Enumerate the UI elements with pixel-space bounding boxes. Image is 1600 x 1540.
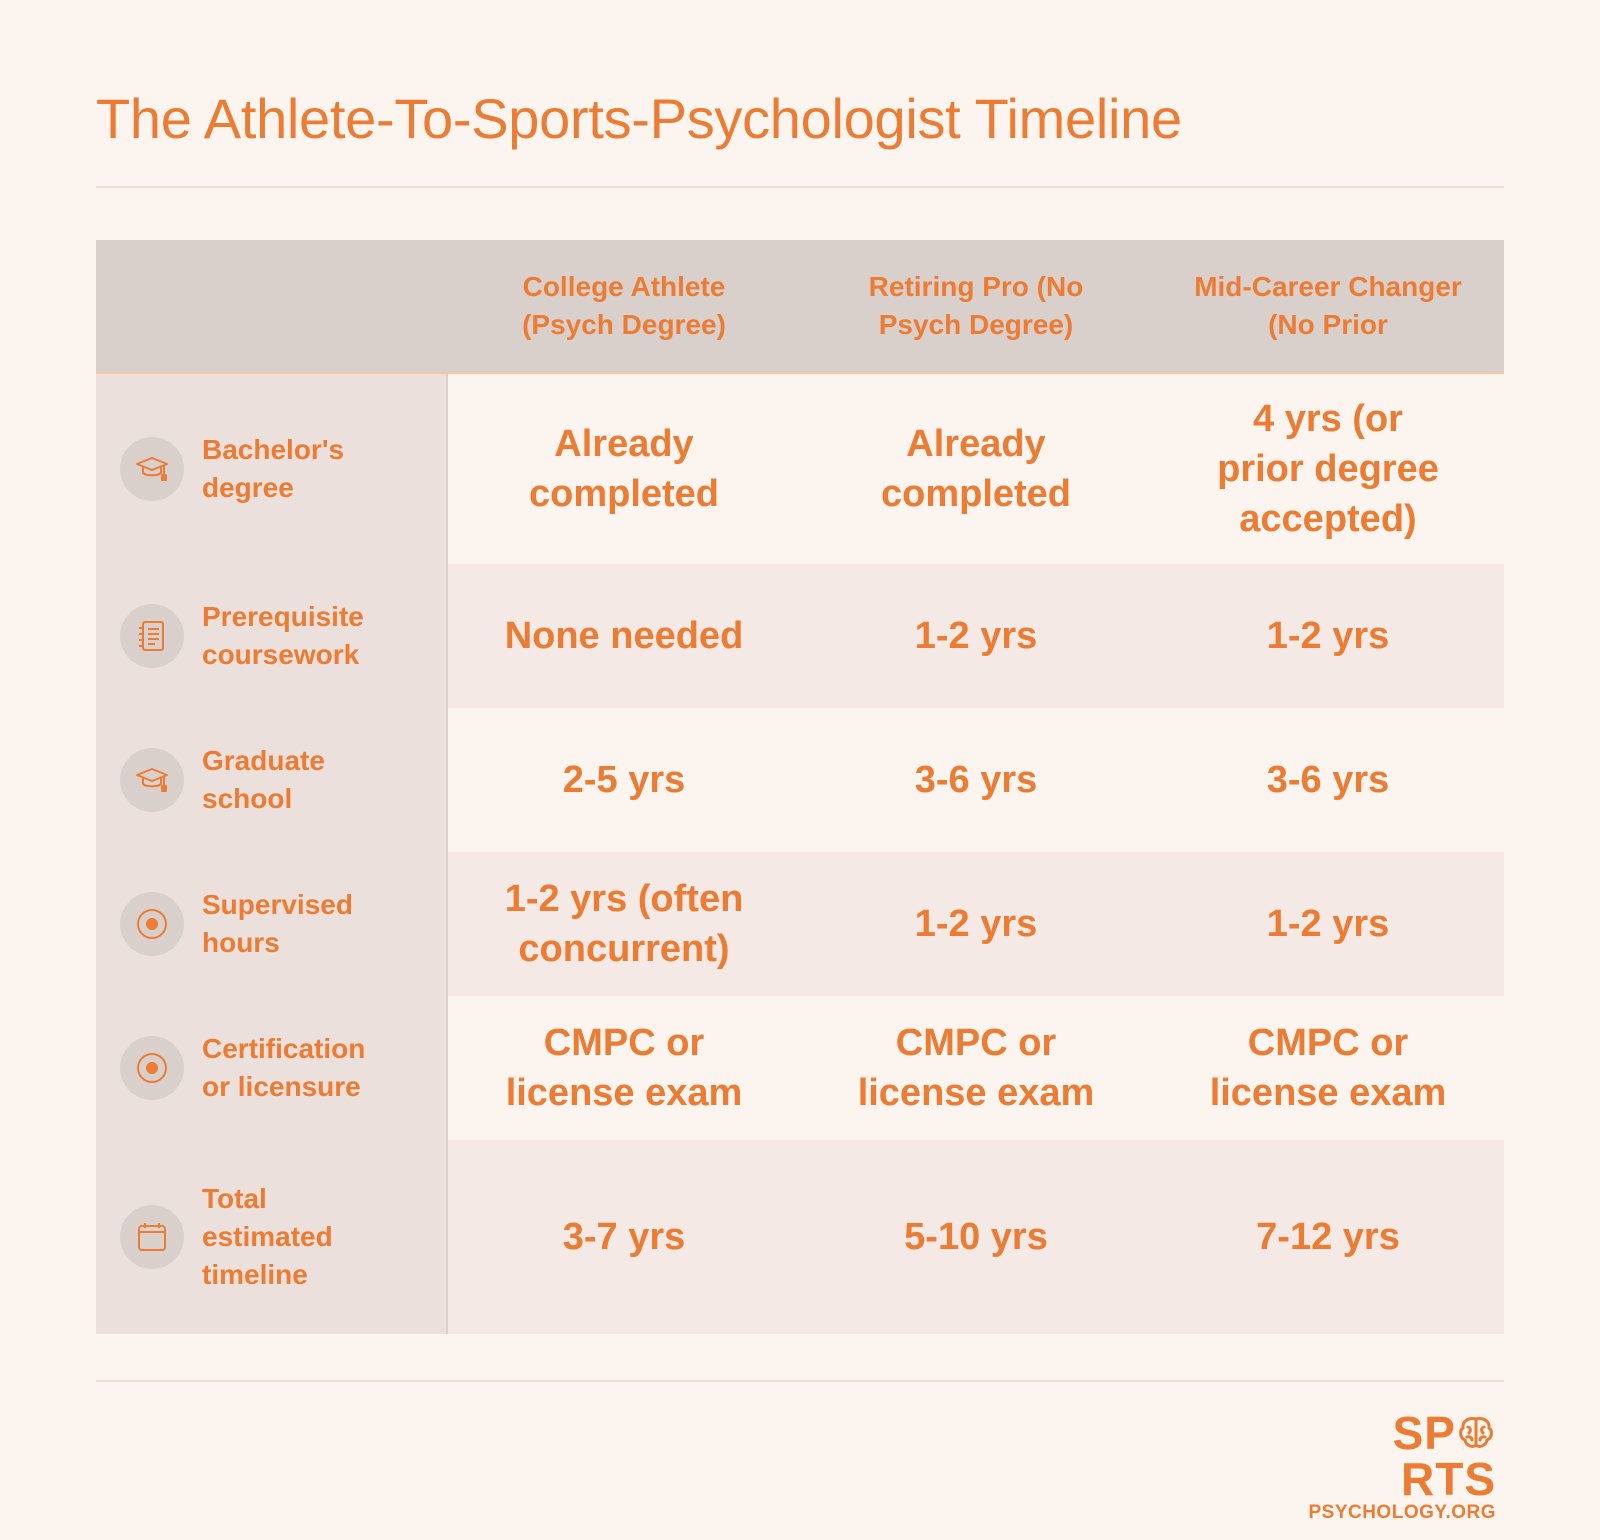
table-row-prerequisite-coursework xyxy=(96,564,1504,708)
column-header-retiring-pro: Retiring Pro (No Psych Degree) xyxy=(868,271,1084,340)
table-cell: 3-7 yrs xyxy=(448,1140,800,1334)
table-header xyxy=(96,240,1504,374)
row-label: Supervised hours xyxy=(202,889,353,958)
logo-text-right: RTS xyxy=(1401,1453,1496,1505)
checklist-icon xyxy=(120,604,184,668)
table-cell: 1-2 yrs (often concurrent) xyxy=(448,852,800,996)
table-cell: 2-5 yrs xyxy=(448,708,800,852)
table-cell: 4 yrs (or prior degree accepted) xyxy=(1152,374,1504,564)
table-cell: 1-2 yrs xyxy=(1152,564,1504,708)
row-header xyxy=(96,374,448,564)
logo-subtext: PSYCHOLOGY.ORG xyxy=(1308,1502,1496,1523)
table-cell: 3-6 yrs xyxy=(1152,708,1504,852)
table-cell: 1-2 yrs xyxy=(800,852,1152,996)
title-divider xyxy=(96,186,1504,188)
table-cell: 7-12 yrs xyxy=(1152,1140,1504,1334)
column-header-college-athlete: College Athlete (Psych Degree) xyxy=(522,271,726,340)
timeline-table xyxy=(96,240,1504,1334)
table-row-graduate-school xyxy=(96,708,1504,852)
table-row-bachelors-degree xyxy=(96,374,1504,564)
target-icon xyxy=(120,1036,184,1100)
calendar-icon xyxy=(120,1205,184,1269)
row-header xyxy=(96,1140,448,1334)
table-cell: 3-6 yrs xyxy=(800,708,1152,852)
row-label: Certification or licensure xyxy=(202,1033,366,1102)
row-label: Graduate school xyxy=(202,745,325,814)
graduation-cap-icon xyxy=(120,437,184,501)
logo-wordmark xyxy=(1302,1407,1496,1505)
column-header-mid-career-changer: Mid-Career Changer (No Prior xyxy=(1194,271,1462,340)
row-label: Total estimated timeline xyxy=(202,1183,333,1290)
table-cell: CMPC or license exam xyxy=(1152,996,1504,1140)
footer-divider xyxy=(96,1380,1504,1382)
logo-text-left: SP xyxy=(1392,1407,1456,1459)
table-cell: None needed xyxy=(448,564,800,708)
table-cell: Already completed xyxy=(800,374,1152,564)
table-cell: 5-10 yrs xyxy=(800,1140,1152,1334)
table-cell: 1-2 yrs xyxy=(1152,852,1504,996)
table-row-certification-or-licensure xyxy=(96,996,1504,1140)
table-row-total-estimated-timeline xyxy=(96,1140,1504,1334)
table-cell: 1-2 yrs xyxy=(800,564,1152,708)
table-cell: CMPC or license exam xyxy=(448,996,800,1140)
table-cell: Already completed xyxy=(448,374,800,564)
page-title: The Athlete-To-Sports-Psychologist Timeline xyxy=(96,87,1182,150)
brain-icon xyxy=(1456,1413,1496,1453)
row-header xyxy=(96,564,448,708)
sportspsychology-logo xyxy=(1302,1407,1496,1524)
row-header xyxy=(96,996,448,1140)
row-label: Bachelor's degree xyxy=(202,434,345,503)
table-cell: CMPC or license exam xyxy=(800,996,1152,1140)
graduation-cap-icon xyxy=(120,748,184,812)
row-header xyxy=(96,852,448,996)
table-row-supervised-hours xyxy=(96,852,1504,996)
header-corner-cell xyxy=(96,240,448,372)
row-label: Prerequisite coursework xyxy=(202,601,364,670)
target-icon xyxy=(120,892,184,956)
row-header xyxy=(96,708,448,852)
